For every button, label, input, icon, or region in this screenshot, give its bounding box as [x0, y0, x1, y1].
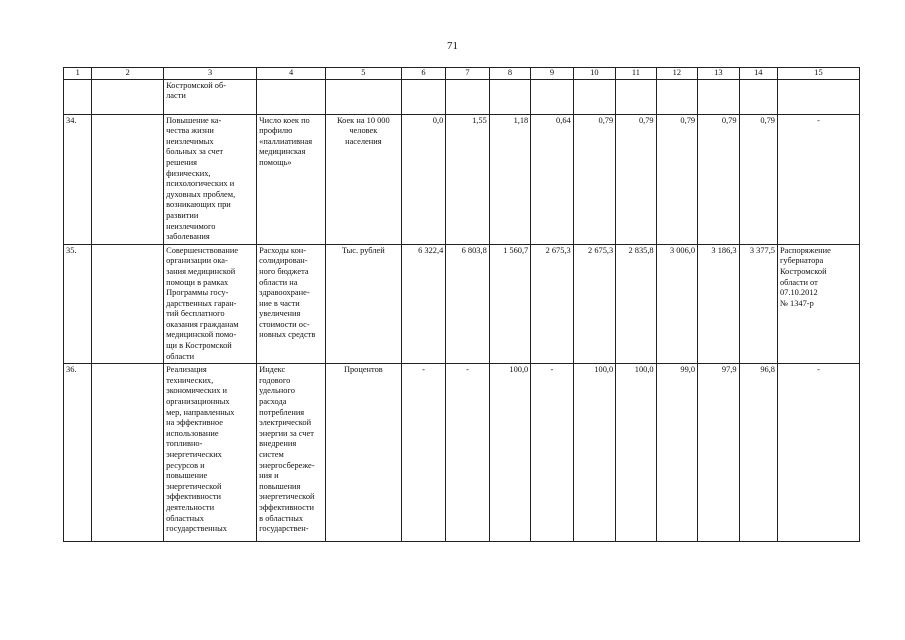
indicators-table [63, 67, 860, 542]
measure-name-cell: Совершенствование организации ока- зания медицинской помощи в рамках Программы госу- дарственных гаран- тий бесплатного оказания гражданам медицинской помо- щи в Костромской области [164, 244, 257, 364]
indicator-cell: Расходы кон- солидирован- ного бюджета области на здравоохране- ние в части увеличения стоимости ос- новных средств [257, 244, 326, 364]
column-header: 14 [739, 68, 777, 80]
value-cell [573, 79, 615, 114]
value-cell: 0,79 [698, 114, 739, 244]
value-cell: 6 322,4 [401, 244, 446, 364]
value-cell: 99,0 [656, 364, 697, 542]
row-number-cell [64, 79, 92, 114]
column-header: 1 [64, 68, 92, 80]
table-row [64, 114, 860, 244]
column-header: 13 [698, 68, 739, 80]
column-header: 3 [164, 68, 257, 80]
value-cell: 97,9 [698, 364, 739, 542]
document-cell [777, 79, 859, 114]
document-cell: Распоряжение губернатора Костромской области от 07.10.2012 № 1347-р [777, 244, 859, 364]
value-cell: 0,0 [401, 114, 446, 244]
value-cell: 1,18 [489, 114, 530, 244]
column-header: 4 [257, 68, 326, 80]
value-cell [446, 79, 489, 114]
value-cell: 0,79 [739, 114, 777, 244]
value-cell [401, 79, 446, 114]
value-cell: 2 835,8 [616, 244, 656, 364]
header-row [64, 68, 860, 80]
value-cell [656, 79, 697, 114]
document-cell: - [777, 364, 859, 542]
value-cell: 2 675,3 [531, 244, 573, 364]
column-header: 5 [325, 68, 401, 80]
value-cell: - [531, 364, 573, 542]
page-number: 71 [447, 40, 458, 52]
value-cell: 1 560,7 [489, 244, 530, 364]
unit-cell [325, 79, 401, 114]
measure-name-cell: Реализация технических, экономических и организационных мер, направленных на эффективное использование топливно- энергетических ресурсов и повышение энергетической эффективности деятельности областных государственных [164, 364, 257, 542]
value-cell: 0,79 [616, 114, 656, 244]
column-header: 2 [92, 68, 164, 80]
value-cell: - [446, 364, 489, 542]
column-header: 12 [656, 68, 697, 80]
row-number-cell: 35. [64, 244, 92, 364]
value-cell: - [401, 364, 446, 542]
indicator-cell [257, 79, 326, 114]
value-cell: 3 377,5 [739, 244, 777, 364]
value-cell: 6 803,8 [446, 244, 489, 364]
value-cell: 100,0 [489, 364, 530, 542]
table-row [64, 79, 860, 114]
cell [92, 114, 164, 244]
value-cell: 3 006,0 [656, 244, 697, 364]
unit-cell: Тыс. рублей [325, 244, 401, 364]
value-cell: 2 675,3 [573, 244, 615, 364]
cell [92, 79, 164, 114]
value-cell: 0,79 [656, 114, 697, 244]
measure-name-cell: Повышение ка- чества жизни неизлечимых больных за счет решения физических, психологических и духовных проблем, возникающих при развитии неизлечимого заболевания [164, 114, 257, 244]
row-number-cell: 36. [64, 364, 92, 542]
column-header: 7 [446, 68, 489, 80]
column-header: 11 [616, 68, 656, 80]
cell [92, 244, 164, 364]
value-cell [531, 79, 573, 114]
cell [92, 364, 164, 542]
value-cell [489, 79, 530, 114]
value-cell: 3 186,3 [698, 244, 739, 364]
table-row [64, 244, 860, 364]
indicator-cell: Число коек по профилю «паллиативная медицинская помощь» [257, 114, 326, 244]
unit-cell: Коек на 10 000 человек населения [325, 114, 401, 244]
value-cell: 100,0 [616, 364, 656, 542]
column-header: 6 [401, 68, 446, 80]
measure-name-cell: Костромской об- ласти [164, 79, 257, 114]
value-cell: 100,0 [573, 364, 615, 542]
value-cell: 0,64 [531, 114, 573, 244]
unit-cell: Процентов [325, 364, 401, 542]
column-header: 8 [489, 68, 530, 80]
value-cell [698, 79, 739, 114]
value-cell: 1,55 [446, 114, 489, 244]
value-cell [739, 79, 777, 114]
table-row [64, 364, 860, 542]
column-header: 10 [573, 68, 615, 80]
value-cell [616, 79, 656, 114]
row-number-cell: 34. [64, 114, 92, 244]
column-header: 15 [777, 68, 859, 80]
value-cell: 0,79 [573, 114, 615, 244]
indicator-cell: Индекс годового удельного расхода потребления электрической энергии за счет внедрения систем энергосбереже- ния и повышения энергетической эффективности в областных государствен- [257, 364, 326, 542]
value-cell: 96,8 [739, 364, 777, 542]
document-cell: - [777, 114, 859, 244]
column-header: 9 [531, 68, 573, 80]
